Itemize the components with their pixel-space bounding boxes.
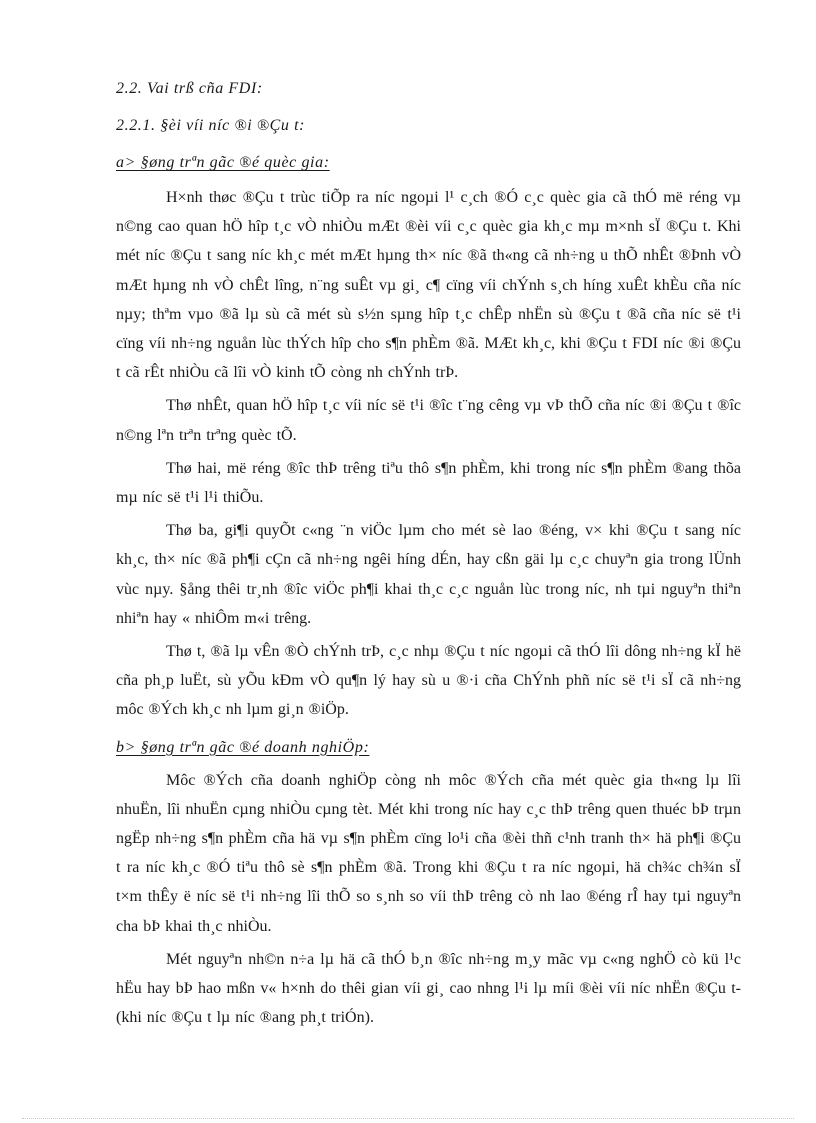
page-bottom-divider: [22, 1118, 794, 1119]
subsection-heading-enterprise: b> §øng trªn gãc ®é doanh nghiÖp:: [116, 738, 370, 756]
paragraph-fourth-point: Thø t, ®ã lµ vÊn ®Ò chÝnh trÞ, c¸c nhµ ®Çu t níc ngoµi cã thÓ lîi dông nh÷ng kÏ hë cña ph¸p luËt, sù yÕu kÐm vÒ qu¶n lý hay sù u ®·i cña ChÝnh phñ níc së t¹i sÏ cã nh÷ng môc ®Ých kh¸c nh lµm gi¸n ®iÖp.: [116, 643, 741, 719]
paragraph-national-intro: H×nh thøc ®Çu t trùc tiÕp ra níc ngoµi l¹ c¸ch ®Ó c¸c quèc gia cã thÓ më réng vµ n©ng cao quan hÖ hîp t¸c vÒ nhiÒu mÆt ®èi víi c¸c quèc gia kh¸c mµ m×nh sÏ ®Çu t. Khi mét níc ®Çu t sang níc kh¸c mét mÆt hµng th× níc ®ã th«ng cã nh÷ng u thÕ nhÊt ®Þnh vÒ mÆt hµng nh vÒ chÊt lîng, n¨ng suÊt vµ gi¸ c¶ cïng víi chÝnh s¸ch híng xuÊt khÈu cña níc nµy; thªm vµo ®ã lµ sù cã mét sù s½n sµng hîp t¸c chÊp nhËn sù ®Çu t ®ã cña níc së t¹i cïng víi nh÷ng nguån lùc thÝch hîp cho s¶n phÈm ®ã. MÆt kh¸c, khi ®Çu t FDI níc ®i ®Çu t cã rÊt nhiÒu cã lîi vÒ kinh tÕ còng nh chÝnh trÞ.: [116, 189, 741, 382]
paragraph-third-point: Thø ba, gi¶i quyÕt c«ng ¨n viÖc lµm cho mét sè lao ®éng, v× khi ®Çu t sang níc kh¸c, th× níc ®ã ph¶i cÇn cã nh÷ng ngêi híng dÉn, hay cßn gäi lµ c¸c chuyªn gia trong lÜnh vùc nµy. §ång thêi tr¸nh ®îc viÖc ph¶i khai th¸c c¸c nguån lùc trong níc, nh tµi nguyªn thiªn nhiªn hay « nhiÔm m«i trêng.: [116, 522, 741, 627]
subsection-heading: 2.2.1. §èi víi níc ®i ®Çu t:: [116, 117, 306, 134]
paragraph-enterprise-goal: Môc ®Ých cña doanh nghiÖp còng nh môc ®Ých cña mét quèc gia th«ng lµ lîi nhuËn, lîi nhuËn cµng nhiÒu cµng tèt. Mét khi trong níc hay c¸c thÞ trêng quen thuéc bÞ trµn ngËp nh÷ng s¶n phÈm cña hä vµ s¶n phÈm cïng lo¹i cña ®èi thñ c¹nh tranh th× hä ph¶i ®Çu t ra níc kh¸c ®Ó tiªu thô sè s¶n phÈm ®ã. Trong khi ®Çu t ra níc ngoµi, hä ch¾c ch¾n sÏ t×m thÊy ë níc së t¹i nh÷ng lîi thÕ so s¸nh so víi thÞ trêng cò nh lao ®éng rÎ hay tµi nguyªn cha bÞ khai th¸c nhiÒu.: [116, 771, 741, 935]
subsection-heading-national: a> §øng trªn gãc ®é quèc gia:: [116, 154, 330, 171]
section-heading: 2.2. Vai trß cña FDI:: [116, 80, 263, 97]
paragraph-another-reason: Mét nguyªn nh©n n÷a lµ hä cã thÓ b¸n ®îc nh÷ng m¸y mãc vµ c«ng nghÖ cò kü l¹c hËu hay bÞ hao mßn v« h×nh do thêi gian víi gi¸ cao nhng l¹i lµ míi ®èi víi níc nhËn ®Çu t (khi níc ®Çu t lµ níc ®ang ph¸t triÓn).: [116, 950, 741, 1027]
document-page: [116, 70, 741, 1036]
paragraph-second-point: Thø hai, më réng ®îc thÞ trêng tiªu thô s¶n phÈm, khi trong níc s¶n phÈm ®ang thõa mµ níc së t¹i l¹i thiÕu.: [116, 459, 741, 507]
paragraph-first-point: Thø nhÊt, quan hÖ hîp t¸c víi níc së t¹i ®îc t¨ng cêng vµ vÞ thÕ cña níc ®i ®Çu t ®îc n©ng lªn trªn trªng quèc tÕ.: [116, 397, 741, 444]
